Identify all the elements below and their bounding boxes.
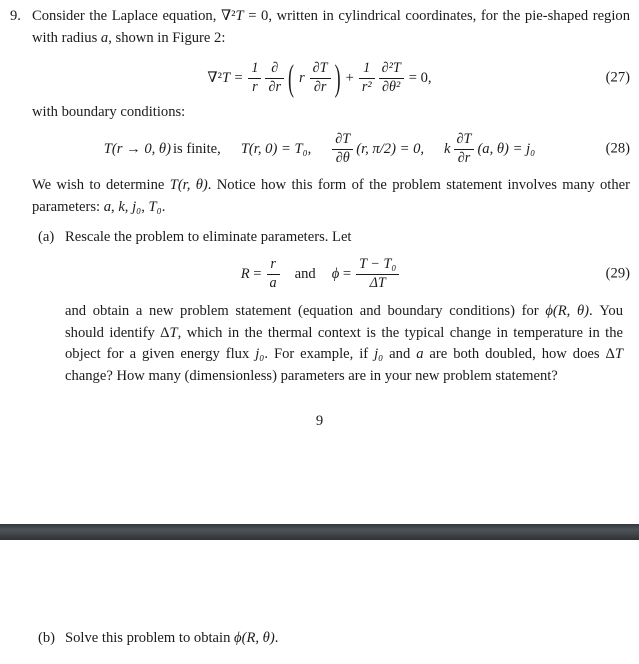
eq29-phi-equals [332, 266, 351, 283]
text-run: , shown in Figure 2: [108, 29, 226, 46]
numerator: T − T₀ [356, 257, 399, 275]
text-run: ϕ [331, 265, 340, 282]
eq27-frac-d-dr [265, 61, 284, 96]
eq28-k [444, 141, 450, 158]
text-run: j₀ [255, 346, 265, 363]
denominator: ∂θ² [382, 78, 401, 95]
denominator: r [252, 78, 258, 95]
text-run: a [416, 346, 424, 363]
right-paren: ) [334, 56, 341, 98]
text-run: Consider the Laplace equation, [32, 8, 221, 24]
text-run: T [169, 324, 178, 341]
text-run: ϕ(R, θ) [234, 630, 275, 646]
numerator: 1 [359, 61, 375, 79]
page-separator-bar [0, 524, 639, 540]
part-b-body [65, 630, 278, 646]
text-run: Solve this problem to obtain [65, 630, 235, 646]
eq28-frac-dT-dtheta [332, 132, 353, 167]
denominator: ∂r [313, 78, 327, 95]
numerator: ∂ [265, 61, 284, 79]
text-run: and [294, 265, 316, 282]
part-a-label: (a) [38, 229, 55, 245]
text-run: k [444, 140, 451, 157]
text-run: and obtain a new problem statement (equation and boundary conditions) for [65, 303, 546, 319]
numerator: 1 [248, 61, 261, 79]
denominator: ΔT [369, 274, 386, 291]
eq29-tag: (29) [605, 265, 630, 282]
left-paren: ( [287, 56, 294, 98]
denominator: r² [361, 78, 372, 95]
denominator: ∂r [268, 78, 281, 95]
eq28-neumann-theta-condition [330, 132, 425, 167]
text-run: = 0, written in cylindrical coordinates, for the pie-shaped region with radius [32, 8, 630, 46]
problem-9-intro [10, 6, 630, 49]
eq28-frac-dT-dr [454, 132, 475, 167]
equation-28 [0, 128, 639, 170]
text-run: T(r, θ) [169, 177, 208, 193]
eq27-lhs [207, 69, 243, 87]
text-run: a [100, 29, 109, 46]
text-run: r [298, 69, 305, 86]
eq29-R-equals [241, 266, 262, 283]
text-run: = 0, [408, 69, 432, 86]
text-run: is finite, [172, 140, 221, 157]
part-a-body [65, 301, 623, 388]
text-run: . Notice how this form of the problem statement involves many other parameters: [32, 177, 630, 215]
problem-number: 9. [10, 8, 21, 24]
eq28-flux-args [477, 141, 535, 158]
text-run: T [614, 346, 623, 363]
eq27-frac-dT-dr [310, 61, 331, 96]
text-run: , [111, 198, 119, 215]
denominator: a [269, 274, 277, 291]
eq27-frac-d2T-dtheta2 [379, 61, 404, 96]
part-a [38, 227, 630, 249]
text-run: j₀ [374, 346, 384, 363]
eq28-flux-condition [443, 132, 536, 167]
eq27-frac-one-over-r [248, 61, 261, 96]
eq29-frac-deltaT [356, 257, 399, 292]
eq27-frac-one-over-r2 [359, 61, 375, 96]
text-run: ∇² [207, 70, 222, 86]
part-b-label: (b) [38, 630, 56, 646]
numerator: ∂T [310, 61, 331, 79]
text-run: change? How many (dimensionless) parameters are in your new problem statement? [65, 368, 558, 385]
page-number: 9 [315, 413, 324, 429]
numerator: ∂²T [379, 61, 404, 79]
eq27-rhs [409, 70, 432, 87]
eq28-T-finite-math [104, 141, 171, 158]
text-run: . For example, if [264, 346, 375, 363]
eq28-is-finite-text [173, 141, 221, 158]
boundary-conditions-label: with boundary conditions: [32, 104, 186, 120]
text-run: T [235, 8, 244, 24]
text-run: are both doubled, how does Δ [423, 346, 615, 363]
numerator: r [267, 257, 280, 275]
eq28-dirichlet-condition [240, 141, 312, 158]
part-b [38, 628, 630, 650]
text-run: , [124, 198, 133, 215]
text-run: T(r, 0) = T₀, [240, 140, 312, 157]
text-run: (a, θ) = j₀ [477, 140, 536, 157]
numerator: ∂T [454, 132, 475, 150]
eq29-and-word [295, 266, 316, 283]
text-run: + [345, 69, 354, 86]
text-run: T(r → 0, θ) [103, 140, 171, 157]
text-run: j₀ [132, 198, 142, 215]
text-run: , [141, 198, 149, 215]
text-run: k [118, 198, 125, 215]
eq27-inner-r [299, 70, 305, 87]
text-run: ∇² [220, 8, 236, 24]
text-run: We wish to determine [32, 177, 170, 193]
part-a-lead: Rescale the problem to eliminate parameters. Let [65, 229, 352, 245]
eq28-T-r0 [241, 141, 311, 158]
paragraph-wish [32, 175, 630, 218]
equation-29 [0, 250, 639, 298]
denominator: ∂θ [335, 149, 350, 166]
eq28-finite-condition [103, 141, 222, 158]
text-run: (r, π/2) = 0, [356, 140, 425, 157]
equation-27 [0, 54, 639, 102]
text-run: R [240, 265, 250, 282]
text-run: . [161, 198, 166, 215]
eq29-frac-r-over-a [267, 257, 280, 292]
text-run: ϕ(R, θ) [545, 303, 590, 319]
eq28-tag: (28) [605, 140, 630, 157]
eq27-plus [346, 70, 354, 87]
text-run: T [221, 70, 230, 86]
text-run: = [229, 70, 244, 86]
denominator: ∂r [457, 149, 471, 166]
text-run: . [274, 630, 279, 646]
text-run: = [339, 265, 352, 282]
text-run: . You should identify Δ [65, 303, 624, 341]
eq28-theta-args [356, 141, 424, 158]
text-run: and [383, 346, 417, 363]
numerator: ∂T [332, 132, 353, 150]
problem-intro-text [32, 8, 630, 46]
text-run: , which in the thermal context is the typical change in temperature in the object for a given energy flux [65, 324, 623, 363]
text-run: a [103, 198, 112, 215]
text-run: T₀ [148, 198, 162, 215]
eq27-tag: (27) [605, 69, 630, 86]
text-run: = [249, 265, 262, 282]
